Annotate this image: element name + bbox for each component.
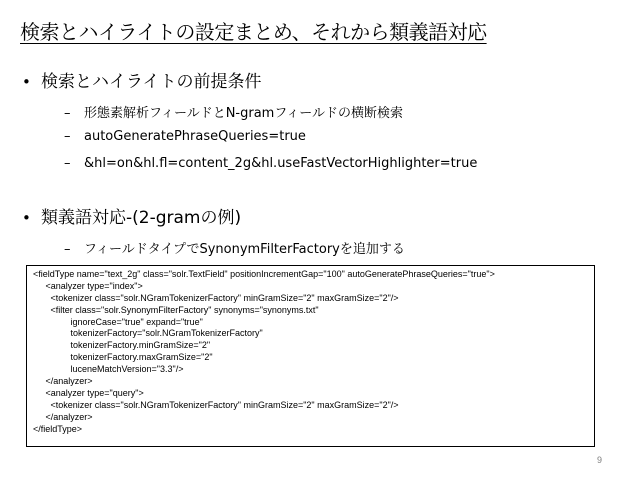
code-line: <tokenizer class="solr.NGramTokenizerFactory" minGramSize="2" maxGramSize="2"/> xyxy=(33,399,399,410)
page-number: 9 xyxy=(596,455,602,465)
sub-item-text: autoGeneratePhraseQueries=true xyxy=(84,129,306,144)
code-line: <analyzer type="index"> xyxy=(33,280,143,291)
bullet-prerequisites xyxy=(22,67,262,92)
bullet-synonyms xyxy=(22,203,241,228)
dash-marker: – xyxy=(64,106,71,121)
sub-item-text: &hl=on&hl.fl=content_2g&hl.useFastVectorHighlighter=true xyxy=(84,156,478,171)
sub-item-text: 形態素解析フィールドとN-gramフィールドの横断検索 xyxy=(84,106,404,121)
dash-marker: – xyxy=(64,129,71,144)
slide-title: 検索とハイライトの設定まとめ、それから類義語対応 xyxy=(20,20,487,44)
dash-marker: – xyxy=(64,156,71,171)
code-line: <analyzer type="query"> xyxy=(33,387,144,398)
code-line: </fieldType> xyxy=(33,423,83,434)
bullet-dot: • xyxy=(22,73,31,91)
sub-item-text: フィールドタイプでSynonymFilterFactoryを追加する xyxy=(84,242,405,257)
code-line: luceneMatchVersion="3.3"/> xyxy=(33,364,184,375)
code-line: <filter class="solr.SynonymFilterFactory" synonyms="synonyms.txt" xyxy=(33,304,319,315)
code-line: tokenizerFactory.minGramSize="2" xyxy=(33,340,211,351)
code-line: </analyzer> xyxy=(33,376,93,387)
code-line: tokenizerFactory.maxGramSize="2" xyxy=(33,352,213,363)
code-line: <fieldType name="text_2g" class="solr.TextField" positionIncrementGap="100" autoGeneratePhraseQueries="true"> xyxy=(33,269,495,279)
dash-marker: – xyxy=(64,242,71,257)
code-block xyxy=(26,265,595,447)
code-line: <tokenizer class="solr.NGramTokenizerFactory" minGramSize="2" maxGramSize="2"/> xyxy=(33,292,399,303)
bullet-dot: • xyxy=(22,209,31,227)
bullet-prerequisites-text: 検索とハイライトの前提条件 xyxy=(41,72,262,92)
code-line: </analyzer> xyxy=(33,411,93,422)
sub-item-synonym-filter xyxy=(64,238,405,257)
code-line: ignoreCase="true" expand="true" xyxy=(33,316,203,327)
sub-item-cross-field-search xyxy=(64,102,403,121)
sub-item-auto-phrase xyxy=(64,129,306,144)
code-line: tokenizerFactory="solr.NGramTokenizerFactory" xyxy=(33,328,263,339)
bullet-synonyms-text: 類義語対応-(2-gramの例) xyxy=(41,208,242,228)
sub-item-highlight-params xyxy=(64,156,477,171)
